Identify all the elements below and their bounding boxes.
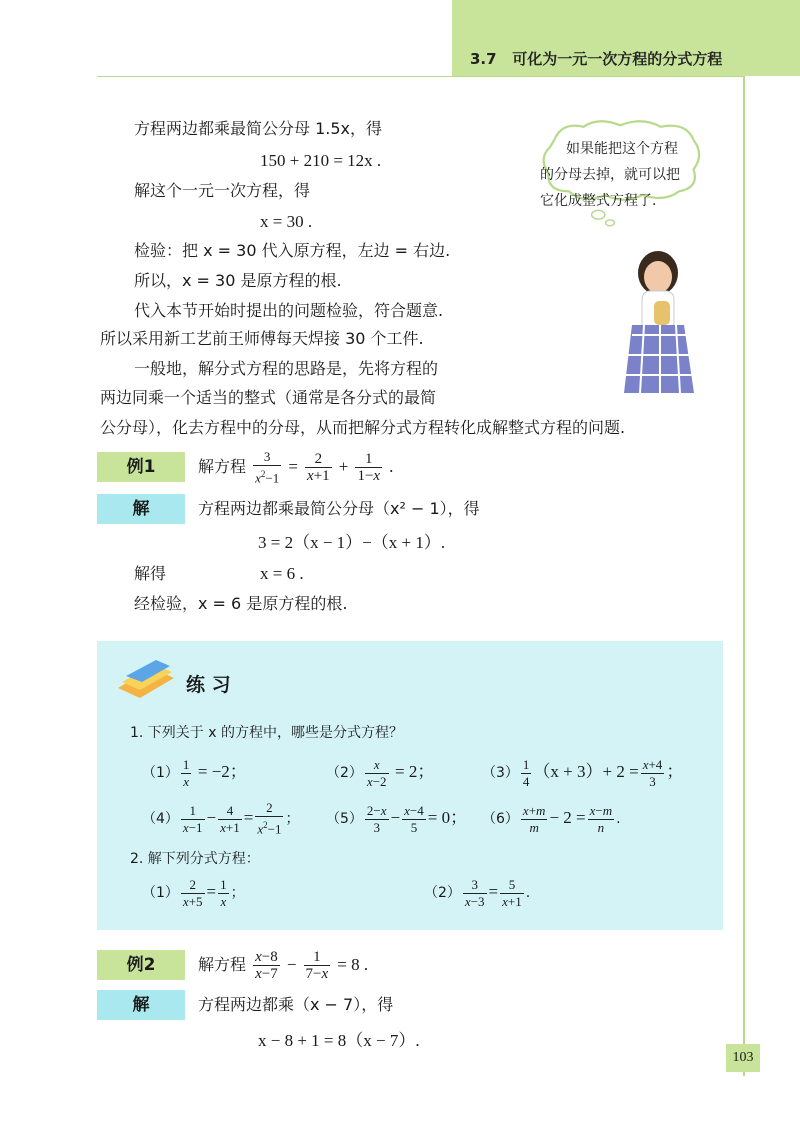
- exercise-question: 1. 下列关于 x 的方程中，哪些是分式方程？: [130, 725, 403, 741]
- fraction: $\frac{1}{1-x}$: [357, 451, 381, 484]
- exercise-question: 2. 解下列分式方程：: [130, 851, 260, 867]
- girl-illustration: [610, 245, 730, 395]
- header-divider: [97, 76, 743, 77]
- exercise-item: （2） $\frac{x}{x-2}$ = 2；: [326, 756, 435, 789]
- bubble-line: 的分母去掉，就可以把: [540, 167, 680, 183]
- exercise-item: （2） $\frac{3}{x-3}$ = $\frac{5}{x+1}$ .: [424, 876, 531, 909]
- equation: x = 30 .: [260, 212, 313, 231]
- right-margin-rule: [743, 76, 745, 1076]
- solution-line: 方程两边都乘最简公分母（x² − 1），得: [198, 499, 480, 518]
- books-icon: [112, 658, 178, 702]
- text-line: 解这个一元一次方程，得: [134, 181, 311, 200]
- text-line: 所以，x = 30 是原方程的根.: [134, 271, 342, 290]
- solution-line: 经检验，x = 6 是原方程的根.: [134, 594, 348, 613]
- equation: x = 6 .: [260, 564, 304, 583]
- page-number: 103: [726, 1044, 760, 1072]
- exercise-item: （3） $\frac{1}{4}$ （x + 3）+ 2 = $\frac{x+4}{3}$ ；: [482, 756, 684, 789]
- exercise-title: 练 习: [186, 674, 231, 696]
- equation: 150 + 210 = 12x .: [260, 151, 382, 170]
- text-line: 两边同乘一个适当的整式（通常是各分式的最简: [100, 388, 437, 407]
- text-line: 所以采用新工艺前王师傅每天焊接 30 个工件.: [100, 329, 424, 348]
- equation: x − 8 + 1 = 8（x − 7）.: [258, 1031, 420, 1050]
- solution-1-label: 解: [97, 494, 185, 524]
- section-title: 3.7 可化为一元一次方程的分式方程: [470, 50, 723, 68]
- exercise-item: （1） $\frac{2}{x+5}$ = $\frac{1}{x}$ ；: [142, 876, 245, 909]
- equation: 3 = 2（x − 1）−（x + 1）.: [258, 533, 446, 552]
- exercise-item: （6） $\frac{x+m}{m}$ − 2 = $\frac{x-m}{n}$ .: [482, 802, 621, 835]
- text-line: 代入本节开始时提出的问题检验，符合题意.: [134, 301, 444, 320]
- exercise-item: （1） $\frac{1}{x}$ = −2；: [142, 756, 247, 789]
- example-2-problem: 解方程 $\frac{x-8}{x-7}$ − $\frac{1}{7-x}$ = 8 .: [198, 949, 369, 982]
- fraction: $\frac{2}{x+1}$: [307, 451, 330, 484]
- example-2-label: 例2: [97, 950, 185, 980]
- text-line: 方程两边都乘最简公分母 1.5x，得: [134, 119, 383, 138]
- exercise-item: （5） $\frac{2-x}{3}$ − $\frac{x-4}{5}$ = 0；: [326, 802, 468, 835]
- bubble-line: 它化成整式方程了.: [540, 193, 657, 209]
- bubble-line: 如果能把这个方程: [566, 141, 678, 157]
- text-line: 公分母），化去方程中的分母，从而把解分式方程转化成解整式方程的问题.: [100, 418, 626, 437]
- example-1-label: 例1: [97, 452, 185, 482]
- text-line: 一般地，解分式方程的思路是，先将方程的: [134, 359, 439, 378]
- exercise-item: （4） $\frac{1}{x-1}$ − $\frac{4}{x+1}$ = $\frac{2}{x^2-1}$ ；: [142, 800, 300, 837]
- solution-2-label: 解: [97, 990, 185, 1020]
- solution-line: 解得: [134, 564, 167, 583]
- text-line: 检验：把 x = 30 代入原方程，左边 = 右边.: [134, 241, 451, 260]
- solution-line: 方程两边都乘（x − 7），得: [198, 995, 394, 1014]
- example-1-problem: 解方程 $\frac{3}{x^2-1}$ = $\frac{2}{x+1}$ + $\frac{1}{1-x}$ .: [198, 448, 394, 486]
- fraction: $\frac{3}{x^2-1}$: [255, 448, 280, 486]
